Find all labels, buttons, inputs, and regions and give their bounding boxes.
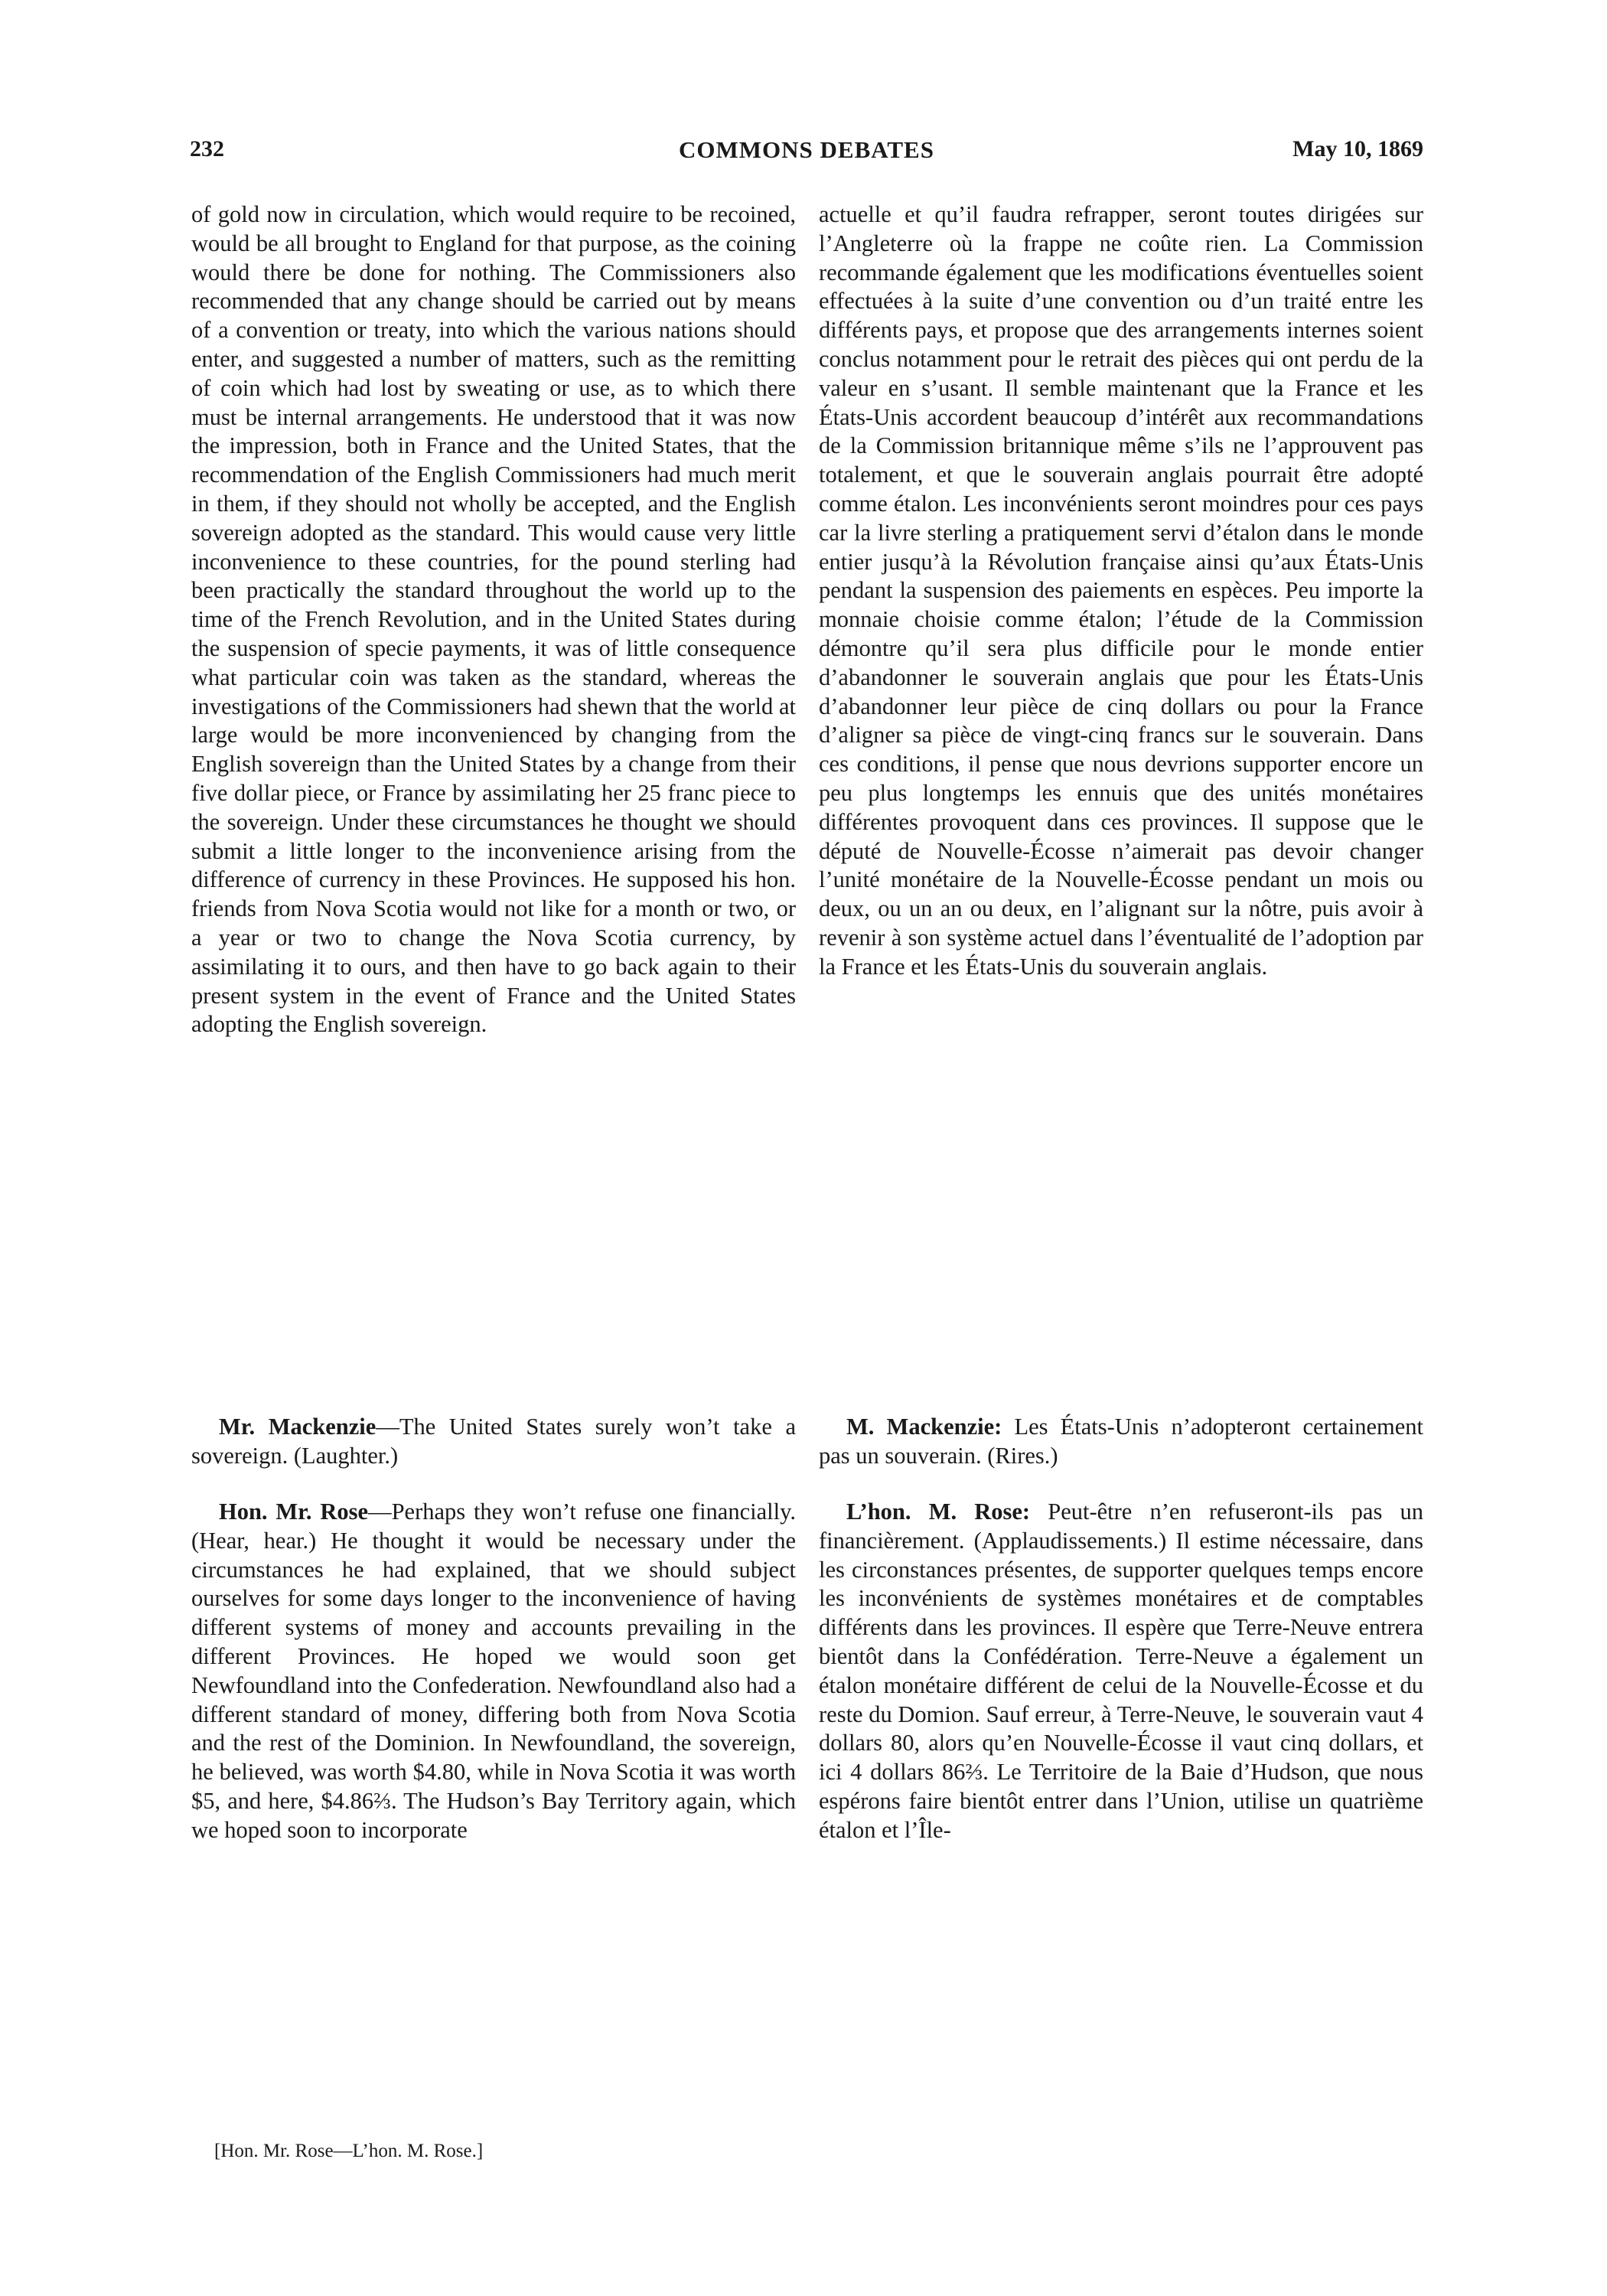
page-number: 232 <box>190 136 224 161</box>
french-paragraph-mackenzie <box>819 1413 1423 1471</box>
french-paragraph-continuation <box>819 201 1423 982</box>
journal-title: COMMONS DEBATES <box>679 136 934 163</box>
english-paragraph-mackenzie <box>191 1413 796 1471</box>
speaker-name: M. Mackenzie: <box>846 1414 1002 1440</box>
english-paragraph-continuation <box>191 201 796 1039</box>
paragraph-text: of gold now in circulation, which would require to be recoined, would be all brought to England for that purpose, as the coining would there be done for nothing. The Commissioners also recommended that any change should be carried out by means of a convention or treaty, into which the various nations should enter, and suggested a number of matters, such as the remitting of coin which had lost by sweating or use, as to which there must be internal arrangements. He understood that it was now the impression, both in France and the United States, that the recommendation of the English Commissioners had much merit in them, if they should not wholly be accepted, and the English sovereign adopted as the standard. This would cause very little inconvenience to these countries, for the pound sterling had been practically the standard throughout the world up to the time of the French Revolution, and in the United States during the suspension of specie payments, it was of little consequence what particular coin was taken as the standard, whereas the investigations of the Commissioners had shewn that the world at large would be more inconvenienced by changing from the English sovereign than the United States by a change from their five dollar piece, or France by assimilating her 25 franc piece to the sovereign. Under these circumstances he thought we should submit a little longer to the inconvenience arising from the difference of currency in these Provinces. He supposed his hon. friends from Nova Scotia would not like for a month or two, or a year or two to change the Nova Scotia currency, by assimilating it to ours, and then have to go back again to their present system in the event of France and the United States adopting the English sovereign. <box>191 201 796 1038</box>
speech-text: Les États-Unis n’adopteront certainement pas un souverain. (Rires.) <box>819 1414 1424 1469</box>
speaker-footnote: [Hon. Mr. Rose—L’hon. M. Rose.] <box>214 2141 484 2161</box>
speech-text: Peut-être n’en refuseront-ils pas un financièrement. (Applaudissements.) Il estime nécessaire, dans les circonstances présentes, de supporter quelques temps encore les inconvénients de systèmes monétaires et de comptables différents dans les provinces. Il espère que Terre-Neuve entrera bientôt dans la Confédération. Terre-Neuve a également un étalon monétaire différent de celui de la Nouvelle-Écosse et du reste du Domion. Sauf erreur, à Terre-Neuve, le souverain vaut 4 dollars 80, alors qu’en Nouvelle-Écosse il vaut cinq dollars, et ici 4 dollars 86⅔. Le Territoire de la Baie d’Hudson, que nous espérons faire bientôt entrer dans l’Union, utilise un quatrième étalon et l’Île- <box>819 1499 1423 1843</box>
speaker-name: L’hon. M. Rose: <box>846 1499 1031 1525</box>
session-date: May 10, 1869 <box>1292 136 1423 161</box>
english-paragraph-rose <box>191 1498 796 1845</box>
speech-text: —Perhaps they won’t refuse one financially. (Hear, hear.) He thought it would be necessary under the circumstances he had explained, that we should subject ourselves for some days longer to the inconvenience of having different systems of money and accounts prevailing in the different Provinces. He hoped we would soon get Newfoundland into the Confederation. Newfoundland also had a different standard of money, differing both from Nova Scotia and the rest of the Dominion. In Newfoundland, the sovereign, he believed, was worth $4.80, while in Nova Scotia it was worth $5, and here, $4.86⅔. The Hudson’s Bay Territory again, which we hoped soon to incorporate <box>191 1499 796 1843</box>
speaker-name: Hon. Mr. Rose <box>219 1499 369 1525</box>
page-header <box>190 136 1423 167</box>
speaker-name: Mr. Mackenzie <box>219 1414 376 1440</box>
speech-text: —The United States surely won’t take a sovereign. (Laughter.) <box>191 1414 796 1469</box>
french-paragraph-rose <box>819 1498 1423 1845</box>
paragraph-text: actuelle et qu’il faudra refrapper, seront toutes dirigées sur l’Angleterre où la frappe ne coûte rien. La Commission recommande également que les modifications éventuelles soient effectuées à la suite d’une convention ou d’un traité entre les différents pays, et propose que des arrangements internes soient conclus notamment pour le retrait des pièces qui ont perdu de la valeur en s’usant. Il semble maintenant que la France et les États-Unis accordent beaucoup d’intérêt aux recommandations de la Commission britannique même s’ils ne l’approuvent pas totalement, et que le souverain anglais pourrait être adopté comme étalon. Les inconvénients seront moindres pour ces pays car la livre sterling a pratiquement servi d’étalon dans le monde entier jusqu’à la Révolution française ainsi qu’aux États-Unis pendant la suspension des paiements en espèces. Peu importe la monnaie choisie comme étalon; l’étude de la Commission démontre qu’il sera plus difficile pour le monde entier d’abandonner le souverain anglais que pour les États-Unis d’abandonner leur pièce de cinq dollars ou pour la France d’aligner sa pièce de vingt-cinq francs sur le souverain. Dans ces conditions, il pense que nous devrions supporter encore un peu plus longtemps les ennuis que des unités monétaires différentes provoquent dans ces provinces. Il suppose que le député de Nouvelle-Écosse n’aimerait pas devoir changer l’unité monétaire de la Nouvelle-Écosse pendant un mois ou deux, ou un an ou deux, en l’alignant sur la nôtre, puis avoir à revenir à son système actuel dans l’éventualité de l’adoption par la France et les États-Unis du souverain anglais. <box>819 201 1423 980</box>
